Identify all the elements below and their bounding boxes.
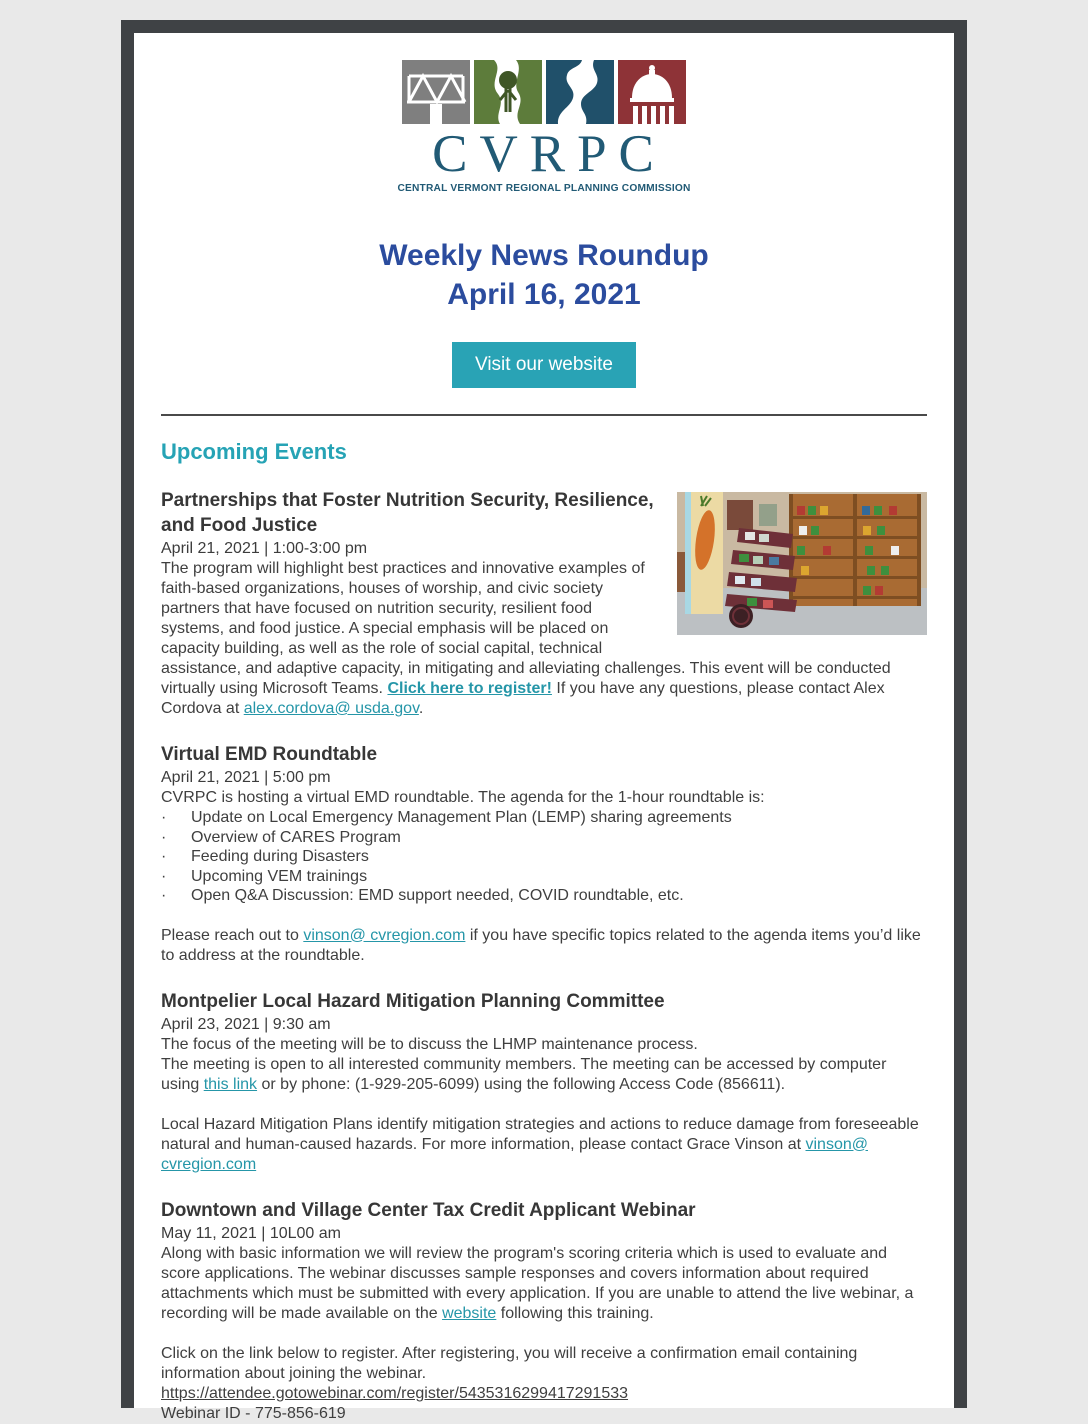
visit-website-button[interactable]: Visit our website [452,342,636,388]
list-item-text: Update on Local Emergency Management Plan (LEMP) sharing agreements [191,809,732,826]
event-intro: CVRPC is hosting a virtual EMD roundtable. The agenda for the 1-hour roundtable is: [161,789,765,806]
event-paragraph: The focus of the meeting will be to discuss the LHMP maintenance process. [161,1035,698,1053]
river-icon [546,60,614,124]
event-text: . [418,700,424,717]
event-title: Partnerships that Foster Nutrition Security, Resilience, and Food Justice [161,490,654,536]
list-item-text: Open Q&A Discussion: EMD support needed, COVID roundtable, etc. [191,887,684,904]
event-tax-credit-webinar [161,1198,927,1424]
event-lhmp-committee [161,989,927,1175]
event-paragraph [161,1055,927,1095]
agenda-list [161,808,927,906]
section-divider [161,414,927,416]
event-date: April 21, 2021 | 5:00 pm [161,769,331,786]
meeting-link[interactable]: this link [203,1075,258,1093]
registration-url-line [161,1384,927,1404]
event-text: or by phone: (1-929-205-6099) using the following Access Code (856611). [257,1075,786,1093]
event-paragraph [161,1115,927,1175]
newsletter-title [161,236,927,314]
event-partnerships [161,488,927,719]
event-text: following this training. [496,1304,654,1322]
gotowebinar-registration-link[interactable]: https://attendee.gotowebinar.com/register/5435316299417291533 [161,1384,629,1402]
bridge-icon [402,60,470,124]
event-date: April 21, 2021 | 1:00-3:00 pm [161,540,368,557]
list-item [161,867,927,887]
bullet-marker: · [161,867,167,885]
cvrpc-logo [394,60,694,194]
list-item [161,828,927,848]
list-item [161,886,927,906]
bullet-marker: · [161,809,167,826]
event-text: The meeting is open to all interested community members. The meeting can be accessed by computer using [161,1055,887,1093]
webinar-id: Webinar ID - 775-856-619 [161,1404,346,1422]
list-item-text: Upcoming VEM trainings [191,867,368,885]
list-item [161,847,927,867]
vinson-email-link[interactable]: vinson@ cvregion.com [161,1135,868,1173]
list-item [161,808,927,828]
event-title: Downtown and Village Center Tax Credit Applicant Webinar [161,1199,696,1221]
event-date: May 11, 2021 | 10L00 am [161,1224,341,1242]
event-title: Montpelier Local Hazard Mitigation Planning Committee [161,990,665,1012]
vinson-email-link[interactable]: vinson@ cvregion.com [303,926,466,944]
newsletter-date-line: April 16, 2021 [447,278,641,311]
list-item-text: Overview of CARES Program [191,828,401,846]
event-text: Local Hazard Mitigation Plans identify mitigation strategies and actions to reduce damage from foreseeable natural and human-caused hazards. For more information, please contact Grace Vinson at [161,1115,919,1153]
newsletter-title-line1: Weekly News Roundup [379,239,709,272]
event-title: Virtual EMD Roundtable [161,744,378,765]
bullet-marker: · [161,848,167,865]
logo-acronym: CVRPC [432,125,666,183]
food-pantry-photo [677,492,927,635]
event-outro [161,926,927,966]
button-row [161,342,927,388]
register-link[interactable]: Click here to register! [387,680,552,697]
email-content [134,60,954,1424]
logo-tagline: CENTRAL VERMONT REGIONAL PLANNING COMMISSION [397,183,691,194]
event-text: Please reach out to [161,926,304,944]
email-body-frame [121,20,967,1422]
bullet-marker: · [161,828,167,846]
event-text: if you have specific topics related to the agenda items you’d like to address at the roundtable. [161,926,921,964]
event-date: April 23, 2021 | 9:30 am [161,1015,331,1033]
logo-tiles [394,60,694,124]
website-link[interactable]: website [442,1304,497,1322]
event-paragraph [161,1244,927,1324]
alex-cordova-email-link[interactable]: alex.cordova@ usda.gov [243,700,419,717]
list-item-text: Feeding during Disasters [191,848,369,865]
bullet-marker: · [161,887,167,904]
event-text: If you have any questions, please contact Alex Cordova at [161,680,885,717]
event-emd-roundtable [161,742,927,966]
event-paragraph: Click on the link below to register. After registering, you will receive a confirmation email containing information about joining the webinar. [161,1344,858,1382]
capitol-dome-icon [618,60,686,124]
upcoming-events-heading: Upcoming Events [161,439,347,464]
tree-figure-icon [474,60,542,124]
event-text: Along with basic information we will review the program's scoring criteria which is used to evaluate and score applications. The webinar discusses sample responses and covers information about required attachments which must be submitted with every application. If you are unable to attend the live webinar, a recording will be made available on the [161,1244,914,1322]
event-text: The program will highlight best practices and innovative examples of faith-based organizations, houses of worship, and civic society partners that have focused on nutrition security, resilient food systems, and food justice. A special emphasis will be placed on capacity building, as well as the role of social capital, technical assistance, and adaptive capacity, in mitigating and alleviating challenges. This event will be conducted virtually using Microsoft Teams. [161,560,891,697]
